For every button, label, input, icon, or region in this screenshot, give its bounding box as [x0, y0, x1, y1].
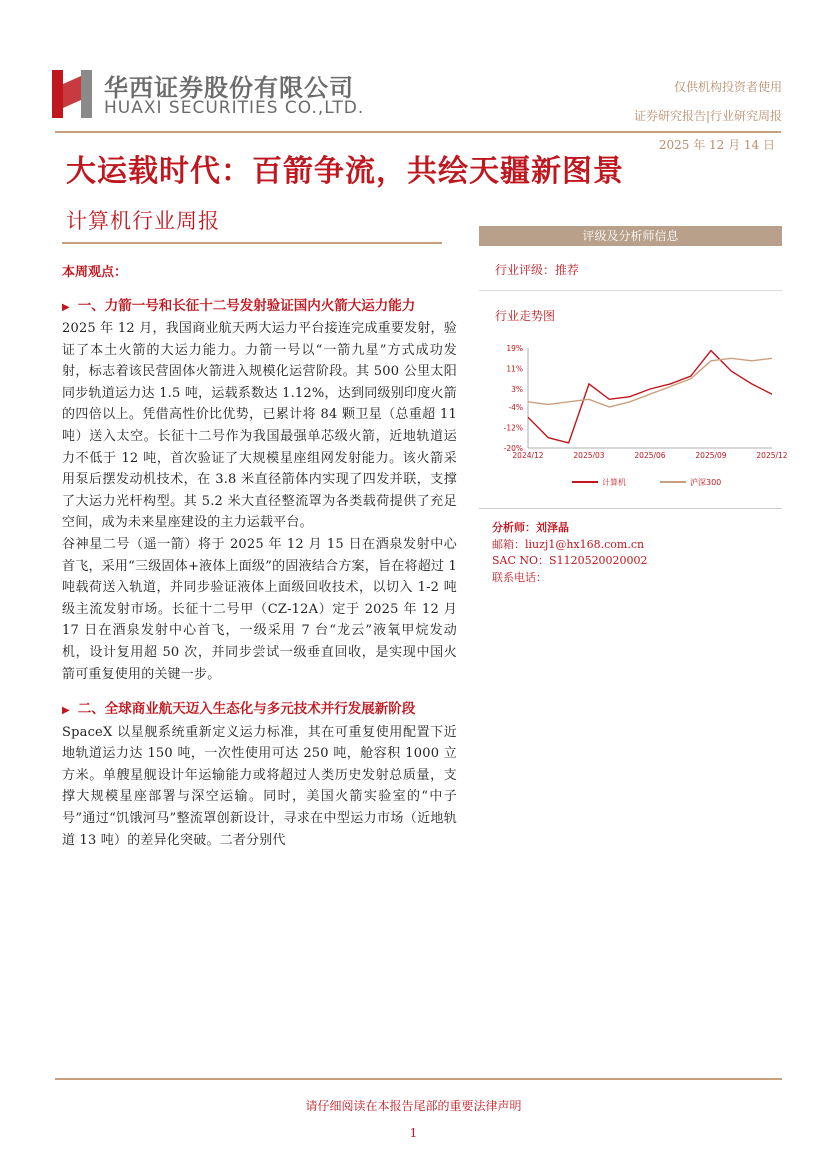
- y-tick-label: -4%: [508, 402, 523, 412]
- series-line-1: [528, 351, 772, 443]
- triangle-bullet-icon: ▶: [62, 301, 70, 313]
- y-tick-label: -20%: [503, 444, 523, 453]
- section-heading-1: ▶ 一、力箭一号和长征十二号发射验证国内火箭大运力能力: [62, 296, 457, 319]
- analyst-phone: 联系电话：: [492, 570, 547, 584]
- analyst-email: 邮箱：liuzj1@hx168.com.cn: [492, 537, 645, 551]
- paragraph-1: 2025 年 12 月，我国商业航天两大运力平台接连完成重要发射，验证了本土火箭的大运力能力。力箭一号以“一箭九星”方式成功发射，标志着该民营固体火箭进入规模化运营阶段。其 500 公里太阳同步轨道运力达 1.5 吨，运载系数达 1.12%，达到同级别印度火箭的四倍以上。凭借高性价比优势，已累计将 84 颗卫星（总重超 11 吨）送入太空。长征十二号作为我国最强单芯级火箭，近地轨道运力不低于 12 吨，首次验证了大规模星座组网发射能力。该火箭采用泵后摆发动机技术，在 3.8 米直径箭体内实现了四发并联，支撑了大运力光杆构型。其 5.2 米大直径整流罩为各类载荷提供了充足空间，成为未来星座建设的主力运载平台。: [62, 321, 457, 531]
- page-number: 1: [409, 1126, 418, 1140]
- trend-chart-label: 行业走势图: [495, 309, 556, 323]
- rating-divider: [479, 290, 782, 291]
- x-tick-label: 2025/09: [695, 451, 727, 460]
- report-title: 大运载时代：百箭争流，共绘天疆新图景: [66, 154, 624, 189]
- y-tick-label: 19%: [506, 344, 523, 353]
- analyst-info: 分析师：刘泽晶 邮箱：liuzj1@hx168.com.cn SAC NO：S1120520020002 联系电话：: [492, 520, 648, 586]
- series-line-2: [528, 358, 772, 407]
- rating-header: 评级及分析师信息: [479, 226, 782, 246]
- industry-rating: 行业评级：推荐: [495, 263, 580, 277]
- paragraph-2: 谷神星二号（遥一箭）将于 2025 年 12 月 15 日在酒泉发射中心首飞，采用“三级固体+液体上面级”的固液结合方案，旨在将超过 1 吨载荷送入轨道，并同步验证液体上面级回收技术，以切入 1-2 吨级主流发射市场。长征十二号甲（CZ-12A）定于 2025 年 12 月 17 日在酒泉发射中心首飞，一级采用 7 台“龙云”液氧甲烷发动机，设计复用超 50 次，并同步尝试一级垂直回收，是实现中国火箭可重复使用的关键一步。: [62, 537, 457, 682]
- triangle-bullet-icon: ▶: [62, 705, 70, 717]
- section-heading-2: ▶ 二、全球商业航天迈入生态化与多元技术并行发展新阶段: [62, 699, 457, 722]
- doc-type: 证券研究报告|行业研究周报: [633, 109, 782, 123]
- footer-divider: [55, 1078, 782, 1080]
- y-tick-label: -12%: [503, 423, 523, 433]
- audience-note: 仅供机构投资者使用: [673, 80, 782, 94]
- key-points-heading: 本周观点：: [62, 265, 128, 280]
- body-content: [62, 262, 457, 851]
- legend-label-1: 计算机: [602, 478, 626, 487]
- header-divider: [55, 131, 781, 133]
- chart-divider: [479, 508, 782, 509]
- company-name-en: HUAXI SECURITIES CO.,LTD.: [104, 98, 365, 118]
- company-logo-icon: [52, 70, 92, 118]
- x-tick-label: 2025/12: [756, 451, 788, 460]
- analyst-name: 刘泽晶: [536, 521, 569, 534]
- company-name-cn: 华西证券股份有限公司: [104, 74, 354, 102]
- y-tick-label: 11%: [506, 364, 523, 374]
- industry-trend-chart: [490, 338, 788, 498]
- x-tick-label: 2025/06: [634, 451, 666, 460]
- x-tick-label: 2024/12: [512, 451, 544, 460]
- legal-disclaimer: 请仔细阅读在本报告尾部的重要法律声明: [305, 1099, 522, 1113]
- x-tick-label: 2025/03: [573, 451, 605, 460]
- y-tick-label: 3%: [511, 385, 523, 395]
- paragraph-3: SpaceX 以星舰系统重新定义运力标准，其在可重复使用配置下近地轨道运力达 150 吨，一次性使用可达 250 吨，舱容积 1000 立方米。单艘星舰设计年运输能力或将超过人类历史发射总质量，支撑大规模星座部署与深空运输。同时，美国火箭实验室的“中子号”通过“饥饿河马”整流罩创新设计，寻求在中型运力市场（近地轨道 13 吨）的差异化突破。二者分别代: [62, 724, 457, 848]
- rating-value: 推荐: [555, 263, 580, 277]
- report-category: 计算机行业周报: [66, 209, 220, 233]
- report-date: 2025 年 12 月 14 日: [658, 138, 775, 152]
- analyst-sac: SAC NO：S1120520020002: [492, 554, 648, 567]
- title-divider: [62, 242, 442, 244]
- legend-label-2: 沪深300: [690, 478, 722, 487]
